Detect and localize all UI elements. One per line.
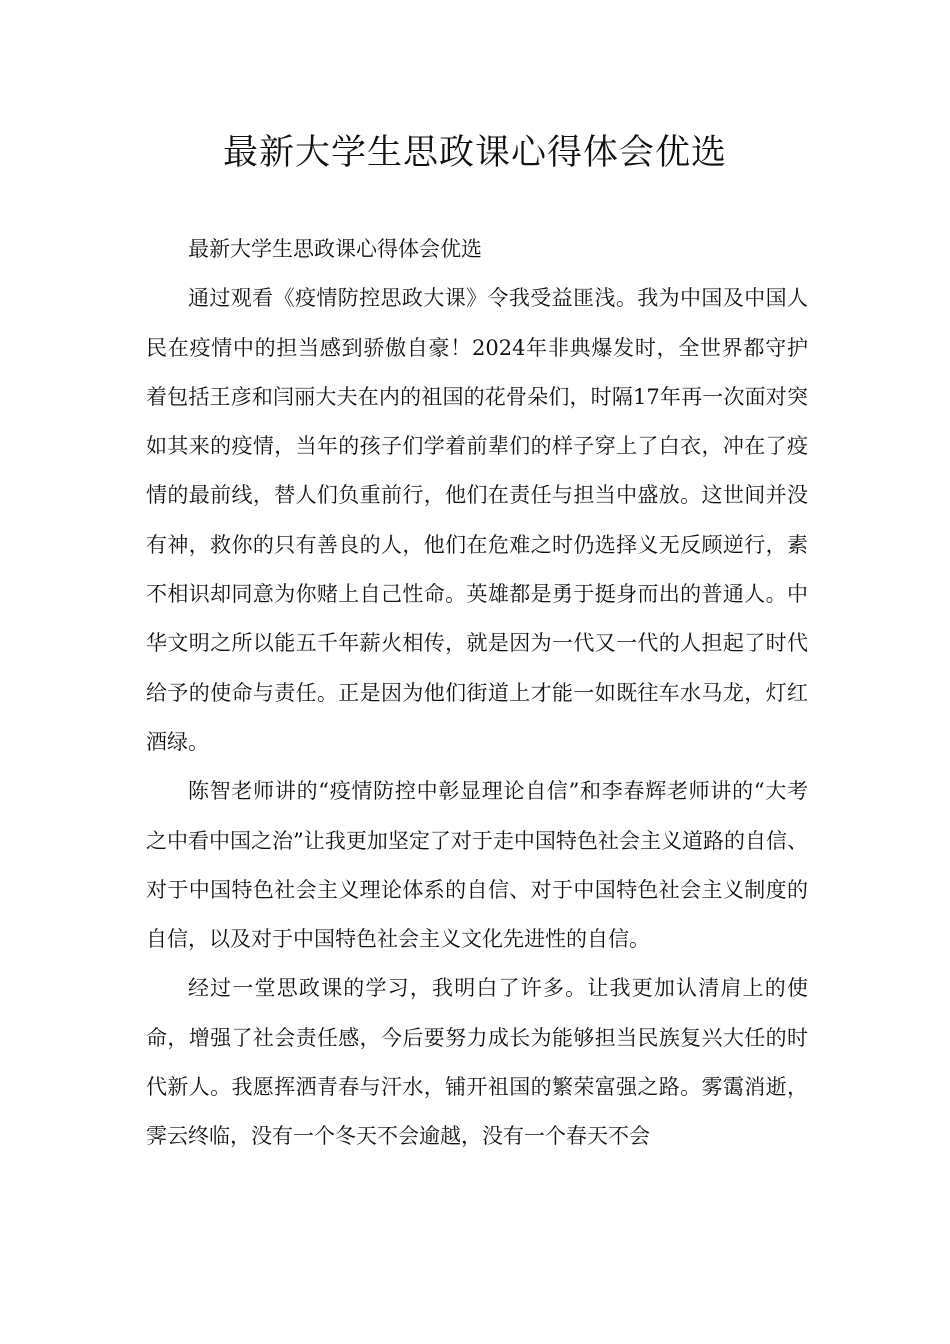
body-paragraph: 陈智老师讲的“疫情防控中彰显理论自信”和李春辉老师讲的“大考之中看中国之治”让我更加坚定了对于走中国特色社会主义道路的自信、对于中国特色社会主义理论体系的自信、对于中国特色社会主义制度的自信，以及对于中国特色社会主义文化先进性的自信。 (146, 779, 808, 952)
body-paragraph: 经过一堂思政课的学习，我明白了许多。让我更加认清肩上的使命，增强了社会责任感，今后要努力成长为能够担当民族复兴大任的时代新人。我愿挥洒青春与汗水，铺开祖国的繁荣富强之路。雾霭消逝，霁云终临，没有一个冬天不会逾越，没有一个春天不会 (146, 976, 808, 1149)
document-body (146, 225, 808, 1162)
body-paragraph: 通过观看《疫情防控思政大课》令我受益匪浅。我为中国及中国人民在疫情中的担当感到骄傲自豪！2024年非典爆发时，全世界都守护着包括王彦和闫丽大夫在内的祖国的花骨朵们，时隔17年再一次面对突如其来的疫情，当年的孩子们学着前辈们的样子穿上了白衣，冲在了疫情的最前线，替人们负重前行，他们在责任与担当中盛放。这世间并没有神，救你的只有善良的人，他们在危难之时仍选择义无反顾逆行，素不相识却同意为你赌上自己性命。英雄都是勇于挺身而出的普通人。中华文明之所以能五千年薪火相传，就是因为一代又一代的人担起了时代给予的使命与责任。正是因为他们街道上才能一如既往车水马龙，灯红酒绿。 (146, 286, 808, 754)
document-title: 最新大学生思政课心得体会优选 (222, 133, 727, 173)
subtitle-paragraph: 最新大学生思政课心得体会优选 (188, 237, 482, 261)
